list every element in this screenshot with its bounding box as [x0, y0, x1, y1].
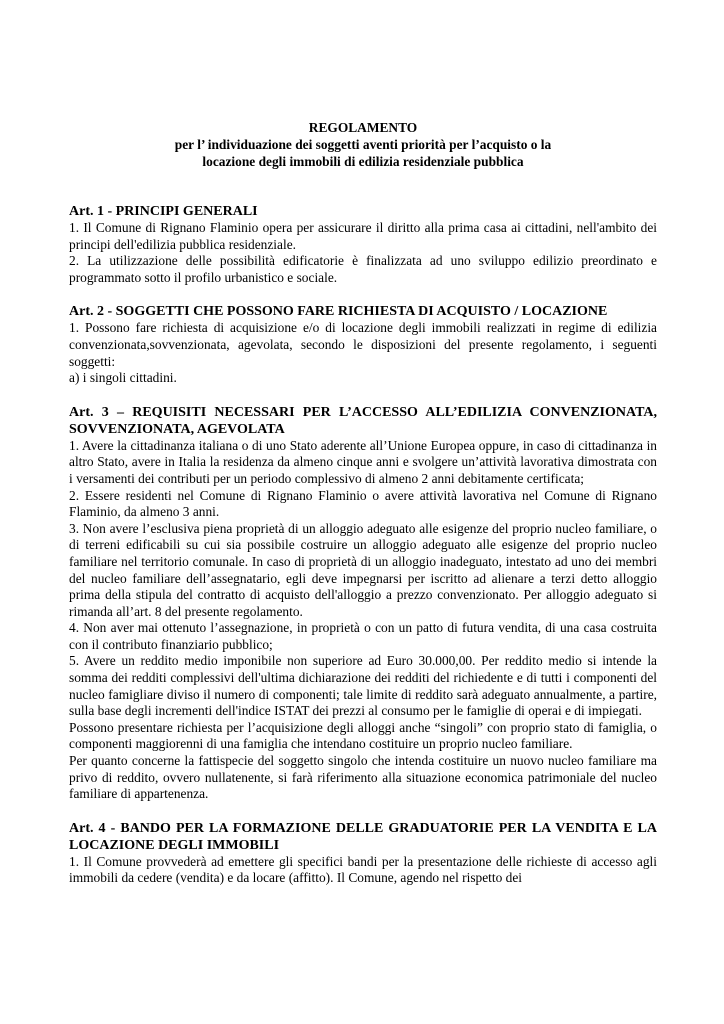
article-4 [69, 820, 657, 887]
article-1 [69, 203, 657, 286]
article-3-paragraph-4: 4. Non aver mai ottenuto l’assegnazione, in proprietà o con un patto di futura vendita, di una casa costruita con il contributo finanziario pubblico; [69, 620, 657, 652]
article-1-heading: Art. 1 - PRINCIPI GENERALI [69, 204, 258, 219]
article-1-paragraph-1: 1. Il Comune di Rignano Flaminio opera per assicurare il diritto alla prima casa ai cittadini, nell'ambito dei principi dell'edilizia pubblica residenziale. [69, 220, 657, 252]
title-line-3: locazione degli immobili di edilizia residenziale pubblica [202, 154, 524, 169]
article-3-paragraph-3: 3. Non avere l’esclusiva piena proprietà di un alloggio adeguato alle esigenze del proprio nucleo familiare, o di terreni edificabili su cui sia possibile costruire un alloggio adeguato alle esigenze del proprio nucleo familiare nel territorio comunale. In caso di proprietà di un alloggio inadeguato, intestato ad uno dei membri del nucleo familiare dell’assegnatario, egli deve impegnarsi per iscritto ad alienare a terzi detto alloggio prima della stipula del contratto di acquisto dell'alloggio a prezzo convenzionato. Per alloggio adeguato si rimanda all’art. 8 del presente regolamento. [69, 520, 657, 619]
article-3 [69, 404, 657, 803]
article-2-paragraph-2: a) i singoli cittadini. [69, 370, 177, 386]
article-3-heading: Art. 3 – REQUISITI NECESSARI PER L’ACCESSO ALL’EDILIZIA CONVENZIONATA, SOVVENZIONATA, AGEVOLATA [69, 404, 657, 437]
article-3-paragraph-1: 1. Avere la cittadinanza italiana o di uno Stato aderente all’Unione Europea oppure, in caso di cittadinanza in altro Stato, avere in Italia la residenza da almeno cinque anni e svolgere un’attività lavorativa dimostrata con i versamenti dei contributi per un periodo complessivo di almeno 2 anni debitamente certificata; [69, 437, 657, 486]
document-title [69, 119, 657, 170]
article-1-paragraph-2: 2. La utilizzazione delle possibilità edificatorie è finalizzata ad uno sviluppo edilizio preordinato e programmato sotto il profilo urbanistico e sociale. [69, 253, 657, 285]
article-4-heading: Art. 4 - BANDO PER LA FORMAZIONE DELLE GRADUATORIE PER LA VENDITA E LA LOCAZIONE DEGLI IMMOBILI [69, 820, 657, 853]
article-3-paragraph-5: 5. Avere un reddito medio imponibile non superiore ad Euro 30.000,00. Per reddito medio si intende la somma dei redditi complessivi dell'ultima dichiarazione dei redditi del richiedente e di tutti i componenti del nucleo famigliare diviso il numero di componenti; tale limite di reddito sarà adeguato annualmente, a partire, sulla base degli incrementi dell'indice ISTAT dei prezzi al consumo per le famiglie di operai e di impiegati. [69, 653, 657, 719]
document-page [69, 119, 657, 904]
article-2-paragraph-1: 1. Possono fare richiesta di acquisizione e/o di locazione degli immobili realizzati in regime di edilizia convenzionata,sovvenzionata, agevolata, secondo le disposizioni del presente regolamento, i seguenti soggetti: [69, 320, 657, 369]
article-4-paragraph-1: 1. Il Comune provvederà ad emettere gli specifici bandi per la presentazione delle richieste di accesso agli immobili da cedere (vendita) e da locare (affitto). Il Comune, agendo nel rispetto dei [69, 853, 657, 886]
article-2 [69, 303, 657, 386]
article-3-paragraph-7: Per quanto concerne la fattispecie del soggetto singolo che intenda costituire un nuovo nucleo familiare ma privo di reddito, ovvero nullatenente, si farà riferimento alla situazione economica patrimoniale del nucleo familiare di appartenenza. [69, 753, 657, 802]
title-line-1: REGOLAMENTO [308, 120, 418, 135]
title-line-2: per l’ individuazione dei soggetti aventi priorità per l’acquisto o la [174, 137, 552, 152]
article-3-paragraph-6: Possono presentare richiesta per l’acquisizione degli alloggi anche “singoli” con proprio stato di famiglia, o componenti maggiorenni di una famiglia che intendano costituire un proprio nucleo familiare. [69, 719, 657, 752]
article-2-heading: Art. 2 - SOGGETTI CHE POSSONO FARE RICHIESTA DI ACQUISTO / LOCAZIONE [69, 304, 608, 320]
article-3-paragraph-2: 2. Essere residenti nel Comune di Rignano Flaminio o avere attività lavorativa nel Comune di Rignano Flaminio, da almeno 3 anni. [69, 487, 657, 520]
